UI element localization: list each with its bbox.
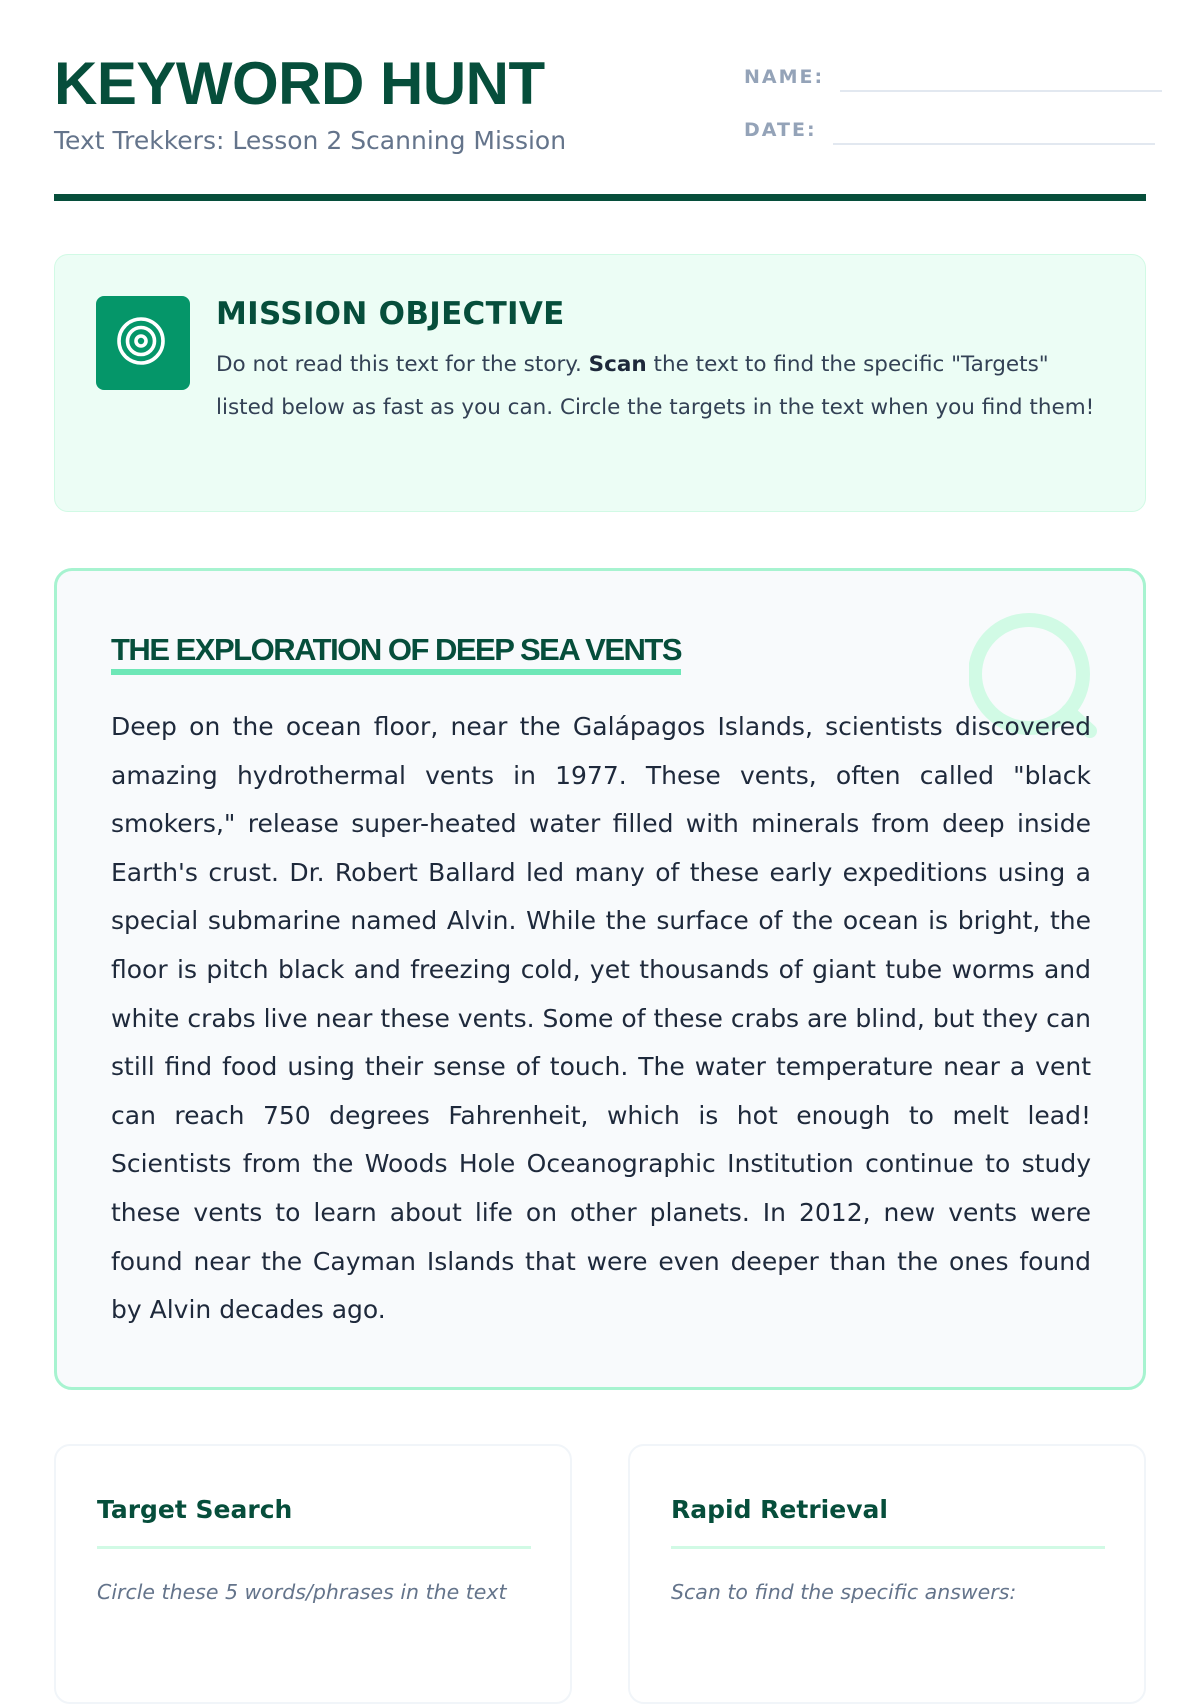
mission-objective-panel [54, 254, 1146, 512]
name-field [744, 64, 1162, 94]
target-icon [96, 296, 190, 390]
rapid-retrieval-card [628, 1444, 1146, 1704]
mission-heading: MISSION OBJECTIVE [216, 296, 565, 332]
page-title: KEYWORD HUNT [54, 50, 545, 117]
reading-passage [54, 568, 1146, 1390]
rapid-retrieval-instruction: Scan to find the specific answers: [671, 1580, 1017, 1604]
mission-text-emphasis: Scan [588, 352, 647, 377]
name-input-line[interactable] [840, 90, 1162, 92]
target-search-instruction: Circle these 5 words/phrases in the text [97, 1580, 507, 1604]
rapid-retrieval-title: Rapid Retrieval [671, 1495, 888, 1524]
target-search-title: Target Search [97, 1495, 293, 1524]
mission-text-end: the text to find the specific "Targets" listed below as fast as you can. Circle the targets in the text when you find them! [216, 352, 1095, 420]
header-divider [54, 194, 1146, 201]
card-divider [97, 1546, 531, 1549]
date-input-line[interactable] [833, 143, 1155, 145]
mission-text-start: Do not read this text for the story. [216, 352, 589, 377]
worksheet-header [54, 50, 1146, 202]
passage-text: Deep on the ocean floor, near the Galápagos Islands, scientists discovered amazing hydrothermal vents in 1977. These vents, often called "black smokers," release super-heated water filled with minerals from deep inside Earth's crust. Dr. Robert Ballard led many of these early expeditions using a special submarine named Alvin. While the surface of the ocean is bright, the floor is pitch black and freezing cold, yet thousands of giant tube worms and white crabs live near these vents. Some of these crabs are blind, but they can still find food using their sense of touch. The water temperature near a vent can reach 750 degrees Fahrenheit, which is hot enough to melt lead! Scientists from the Woods Hole Oceanographic Institution continue to study these vents to learn about life on other planets. In 2012, new vents were found near the Cayman Islands that were even deeper than the ones found by Alvin decades ago. [111, 712, 1091, 1325]
name-label: NAME: [744, 66, 825, 88]
date-field [744, 117, 1162, 147]
card-divider [671, 1546, 1105, 1549]
target-search-card [54, 1444, 572, 1704]
mission-instructions [216, 343, 1096, 429]
date-label: DATE: [744, 119, 817, 141]
passage-title: THE EXPLORATION OF DEEP SEA VENTS [111, 633, 681, 675]
page-subtitle: Text Trekkers: Lesson 2 Scanning Mission [54, 126, 567, 155]
